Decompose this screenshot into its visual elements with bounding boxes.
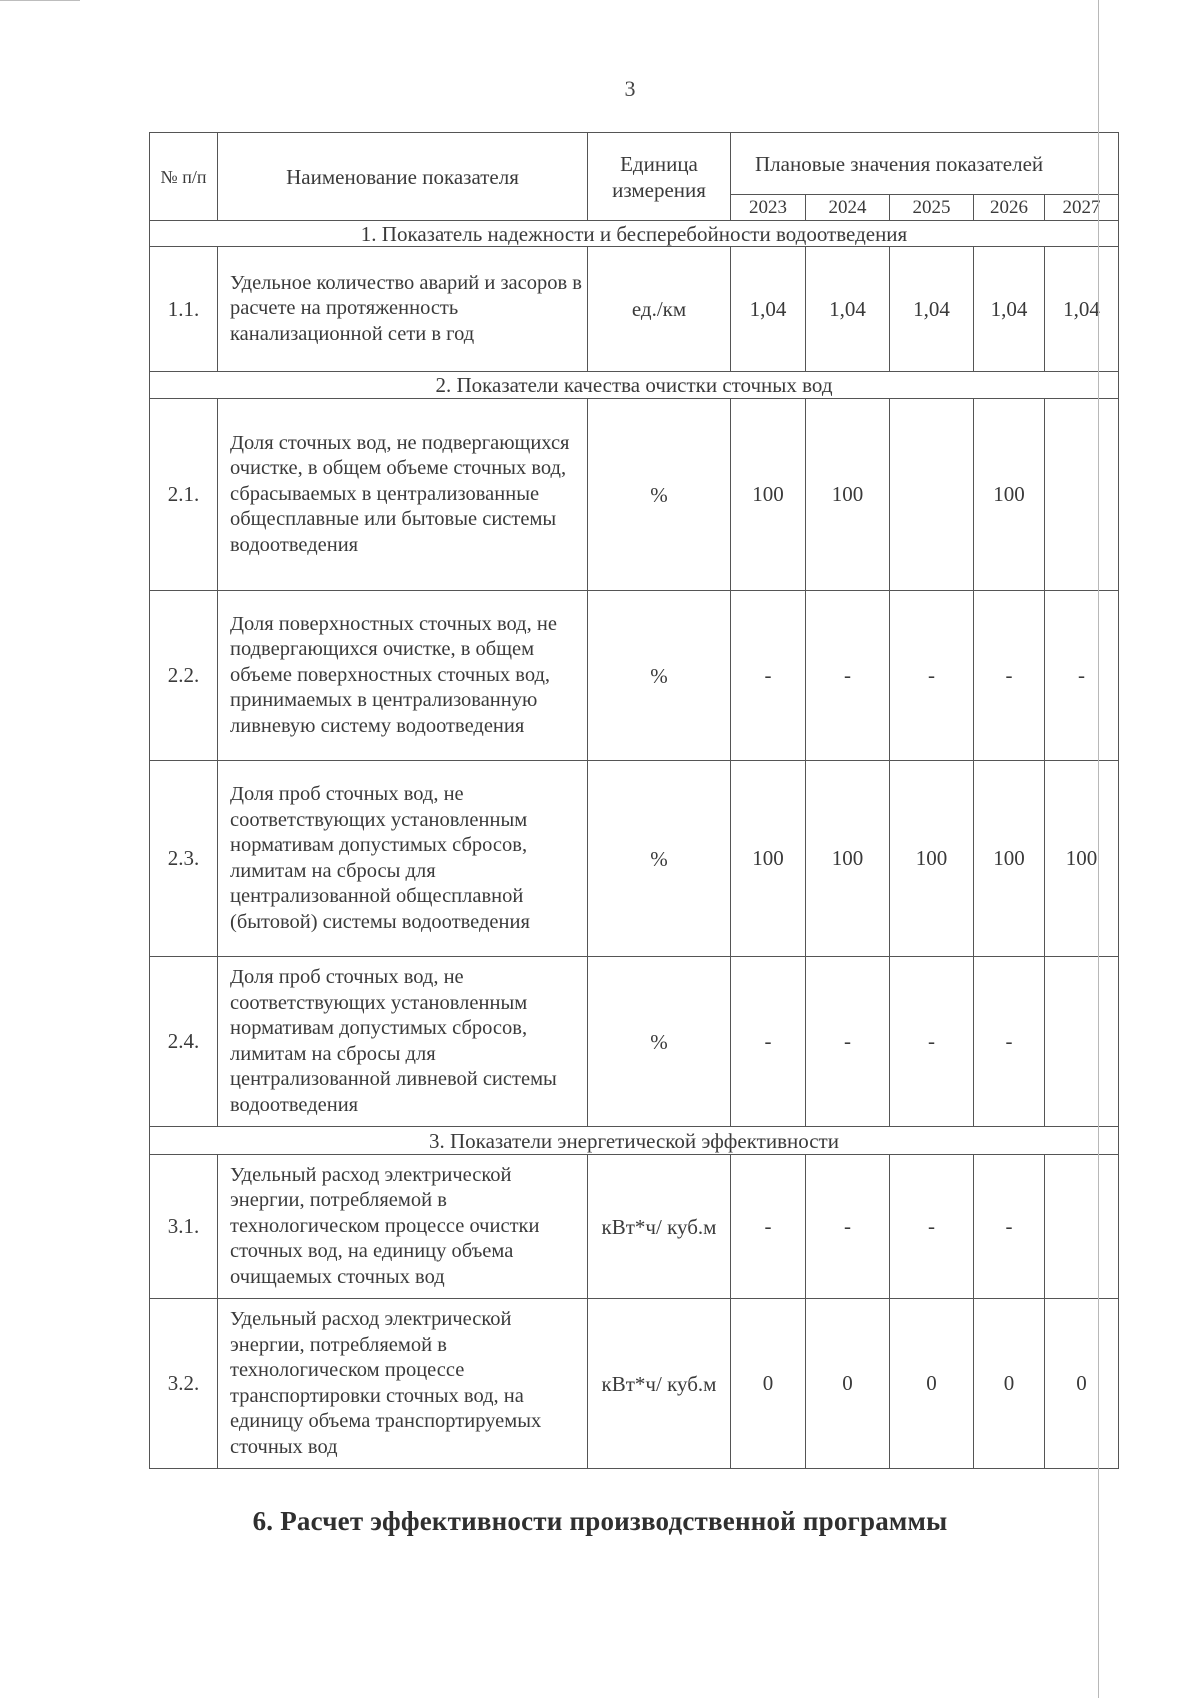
row-value — [1045, 957, 1119, 1127]
section-title: 2. Показатели качества очистки сточных вод — [150, 372, 1119, 399]
table-row — [150, 1299, 1119, 1469]
row-unit: кВт*ч/ куб.м — [588, 1299, 731, 1469]
row-value: - — [1045, 591, 1119, 761]
row-value: - — [890, 1155, 974, 1299]
table-row — [150, 957, 1119, 1127]
header-num: № п/п — [150, 133, 218, 221]
row-num: 1.1. — [150, 247, 218, 372]
table-row — [150, 1155, 1119, 1299]
header-row-top — [150, 133, 1119, 195]
row-value: 100 — [974, 399, 1045, 591]
row-value: - — [974, 957, 1045, 1127]
scan-edge-line — [1098, 0, 1099, 1698]
row-name: Удельное количество аварий и засоров в расчете на протяженность канализационной сети в год — [218, 247, 588, 372]
row-name: Доля сточных вод, не подвергающихся очистке, в общем объеме сточных вод, сбрасываемых в централизованные общесплавные или бытовые системы водоотведения — [218, 399, 588, 591]
row-value: 1,04 — [1045, 247, 1119, 372]
table-row — [150, 591, 1119, 761]
row-value: - — [731, 1155, 806, 1299]
row-num: 2.2. — [150, 591, 218, 761]
row-num: 3.1. — [150, 1155, 218, 1299]
row-value: - — [806, 957, 890, 1127]
row-num: 2.4. — [150, 957, 218, 1127]
page-number: 3 — [624, 76, 636, 101]
row-num: 2.3. — [150, 761, 218, 957]
row-unit: % — [588, 591, 731, 761]
row-value: 100 — [731, 399, 806, 591]
row-name: Удельный расход электрической энергии, потребляемой в технологическом процессе транспортировки сточных вод, на единицу объема транспортируемых сточных вод — [218, 1299, 588, 1469]
row-unit: % — [588, 399, 731, 591]
row-value: 100 — [731, 761, 806, 957]
row-value: 1,04 — [731, 247, 806, 372]
row-value: - — [806, 591, 890, 761]
row-unit: кВт*ч/ куб.м — [588, 1155, 731, 1299]
row-value: 0 — [806, 1299, 890, 1469]
row-value — [890, 399, 974, 591]
row-value: 0 — [1045, 1299, 1119, 1469]
header-year: 2024 — [806, 195, 890, 221]
header-year: 2027 — [1045, 195, 1119, 221]
row-value: 0 — [974, 1299, 1045, 1469]
section-title: 3. Показатели энергетической эффективности — [150, 1127, 1119, 1155]
table-row — [150, 761, 1119, 957]
section-title: 1. Показатель надежности и бесперебойности водоотведения — [150, 221, 1119, 247]
row-value: - — [731, 957, 806, 1127]
header-plan-values: Плановые значения показателей — [731, 133, 1119, 195]
row-num: 2.1. — [150, 399, 218, 591]
section-row — [150, 372, 1119, 399]
row-value: 1,04 — [806, 247, 890, 372]
indicators-table — [149, 132, 1119, 1469]
row-value — [1045, 399, 1119, 591]
row-name: Доля поверхностных сточных вод, не подвергающихся очистке, в общем объеме поверхностных сточных вод, принимаемых в централизованную ливневую систему водоотведения — [218, 591, 588, 761]
row-value: - — [890, 591, 974, 761]
scan-corner-mark — [0, 0, 80, 1]
row-value: 100 — [1045, 761, 1119, 957]
table-row — [150, 247, 1119, 372]
row-value — [1045, 1155, 1119, 1299]
section-row — [150, 1127, 1119, 1155]
header-name: Наименование показателя — [218, 133, 588, 221]
row-name: Доля проб сточных вод, не соответствующих установленным нормативам допустимых сбросов, лимитам на сбросы для централизованной ливневой системы водоотведения — [218, 957, 588, 1127]
row-num: 3.2. — [150, 1299, 218, 1469]
row-name: Доля проб сточных вод, не соответствующих установленным нормативам допустимых сбросов, лимитам на сбросы для централизованной общесплавной (бытовой) системы водоотведения — [218, 761, 588, 957]
row-value: - — [890, 957, 974, 1127]
row-unit: % — [588, 957, 731, 1127]
row-name: Удельный расход электрической энергии, потребляемой в технологическом процессе очистки сточных вод, на единицу объема очищаемых сточных вод — [218, 1155, 588, 1299]
row-value: - — [806, 1155, 890, 1299]
row-value: 1,04 — [974, 247, 1045, 372]
row-value: - — [731, 591, 806, 761]
row-value: 100 — [974, 761, 1045, 957]
header-year: 2026 — [974, 195, 1045, 221]
header-unit: Единица измерения — [588, 133, 731, 221]
row-value: 0 — [731, 1299, 806, 1469]
row-value: 100 — [806, 399, 890, 591]
header-year: 2025 — [890, 195, 974, 221]
row-unit: ед./км — [588, 247, 731, 372]
row-value: 1,04 — [890, 247, 974, 372]
row-unit: % — [588, 761, 731, 957]
row-value: - — [974, 591, 1045, 761]
row-value: 0 — [890, 1299, 974, 1469]
section-row — [150, 221, 1119, 247]
table-row — [150, 399, 1119, 591]
row-value: 100 — [806, 761, 890, 957]
row-value: 100 — [890, 761, 974, 957]
header-year: 2023 — [731, 195, 806, 221]
row-value: - — [974, 1155, 1045, 1299]
section-heading: 6. Расчет эффективности производственной программы — [252, 1506, 948, 1536]
